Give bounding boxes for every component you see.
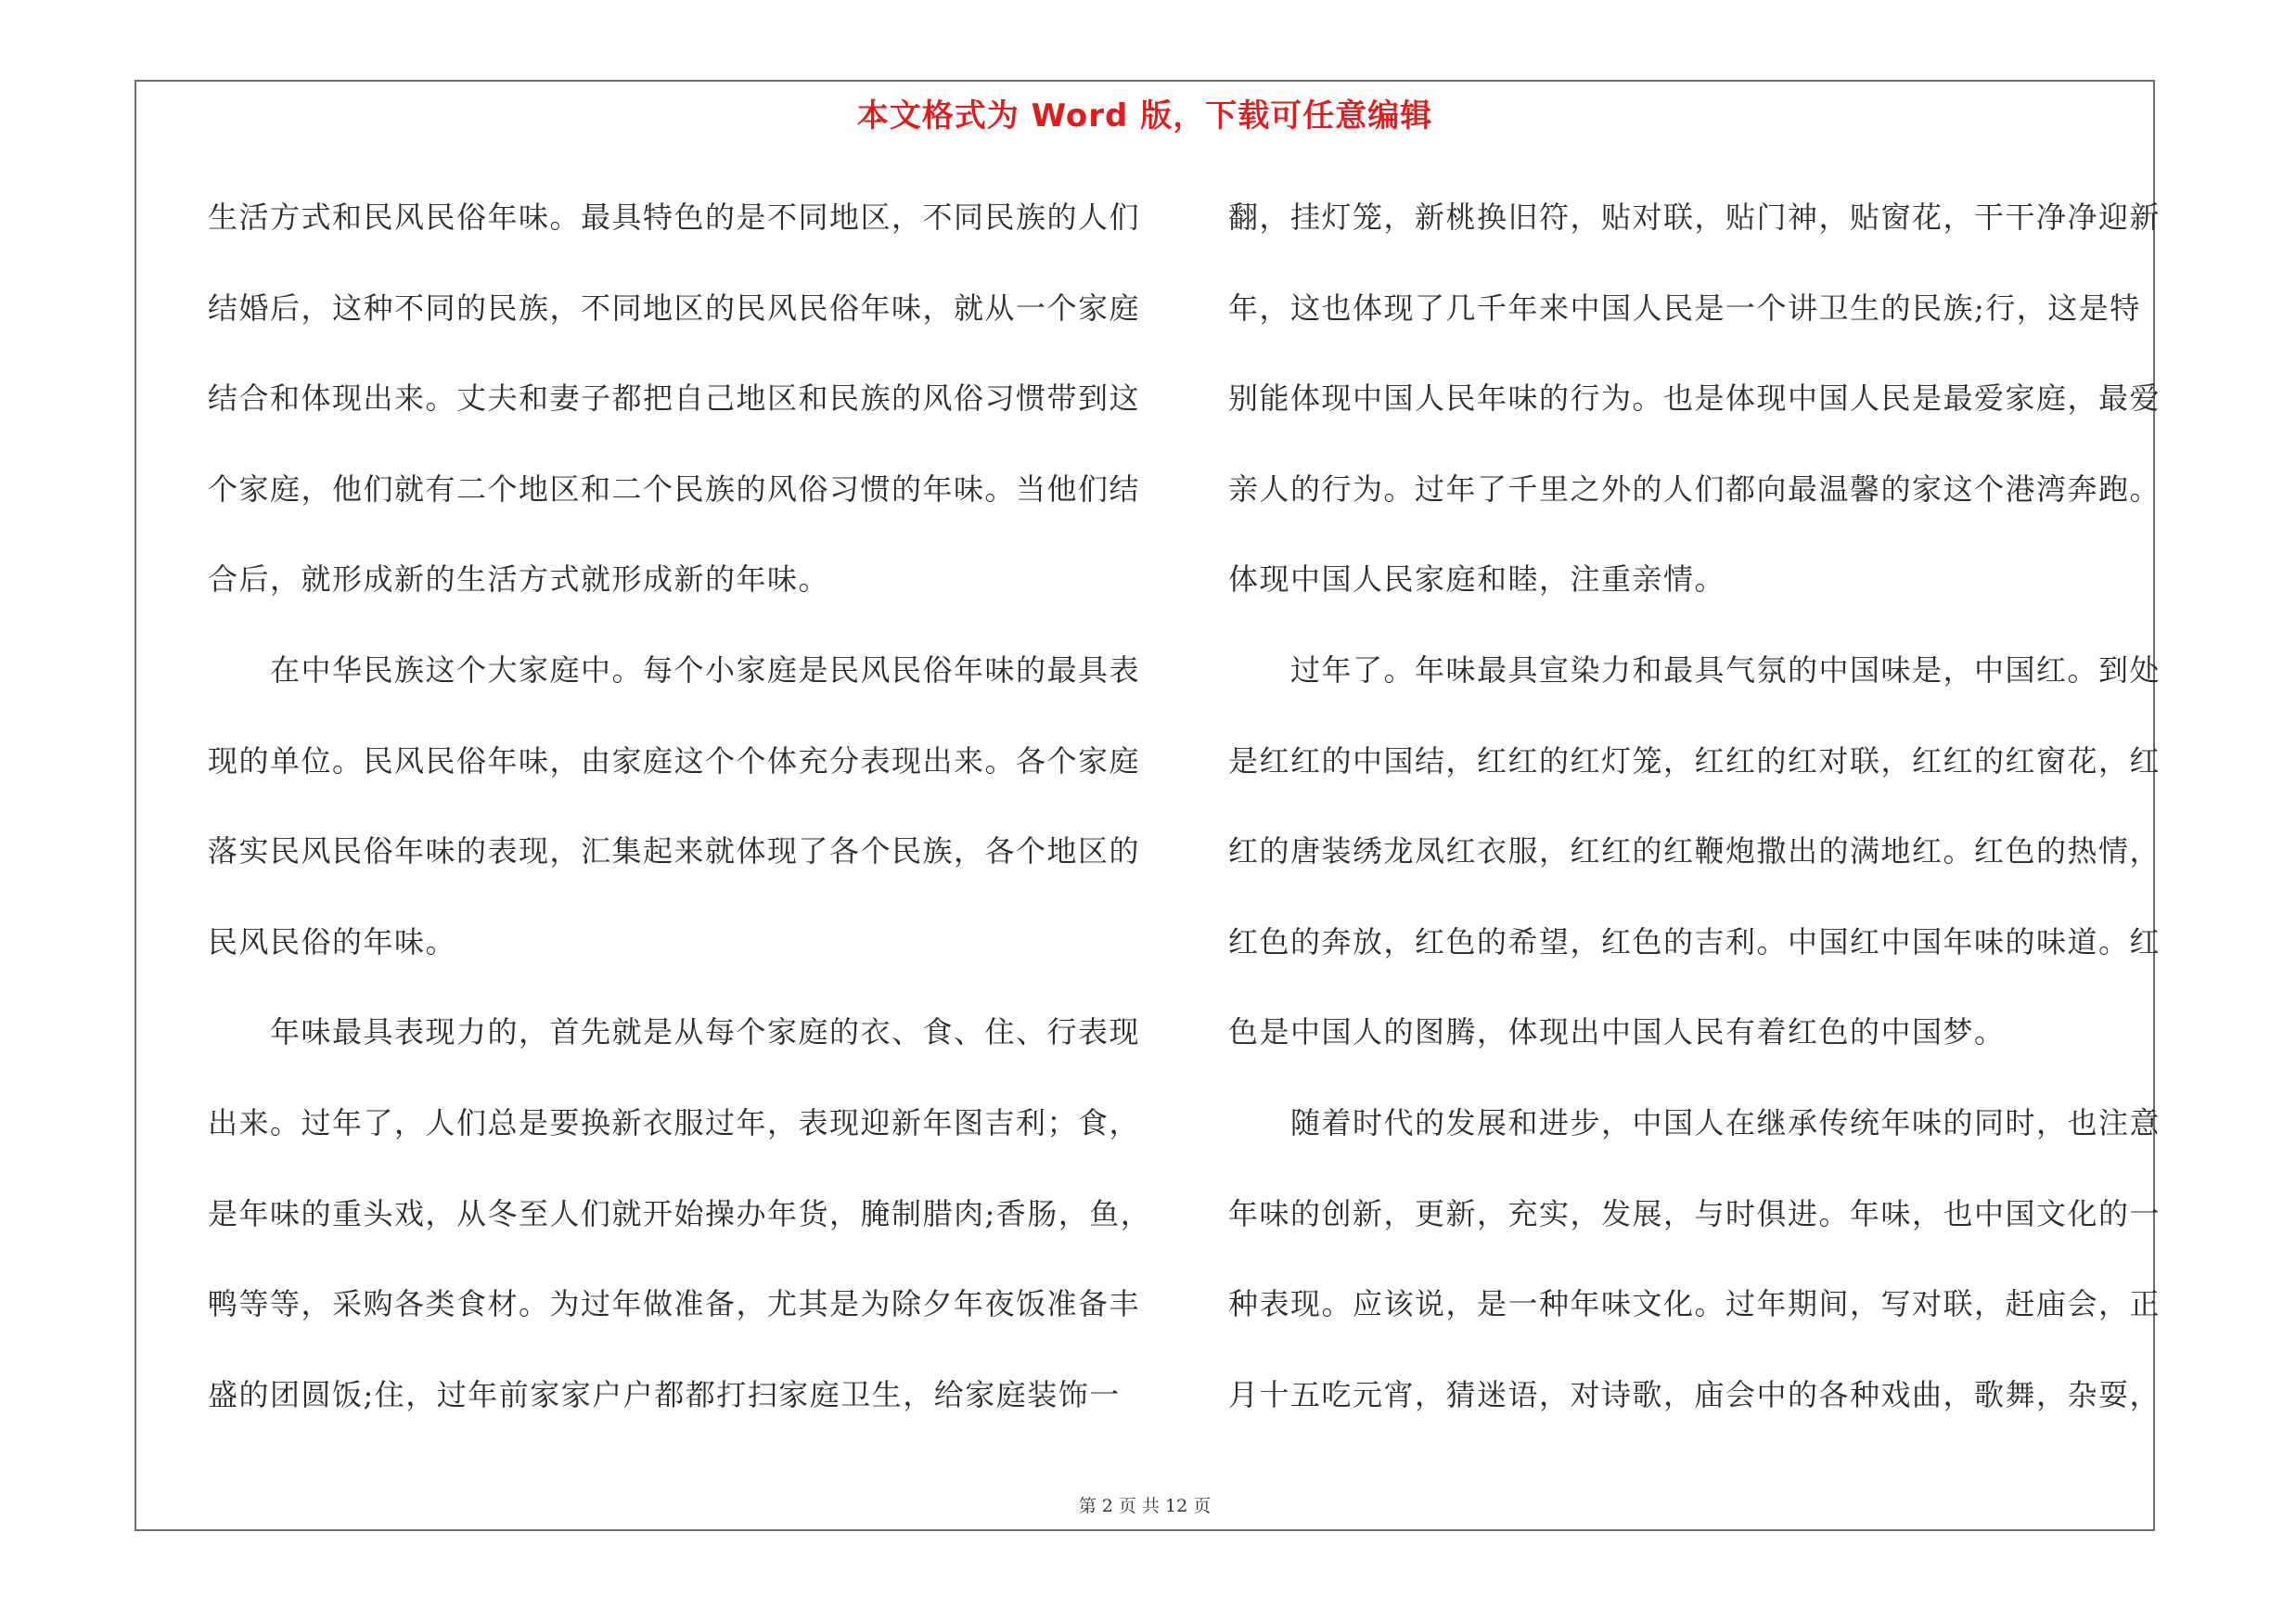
text-line: 随着时代的发展和进步，中国人在继承传统年味的同时，也注意 bbox=[1228, 1104, 2161, 1140]
left-text-column bbox=[208, 173, 1154, 1440]
text-line: 过年了。年味最具宣染力和最具气氛的中国味是，中国红。到处 bbox=[1228, 651, 2161, 688]
right-text-column bbox=[1228, 173, 2174, 1440]
text-line: 是红红的中国结，红红的红灯笼，红红的红对联，红红的红窗花，红 bbox=[1228, 742, 2161, 779]
text-line: 年味的创新，更新，充实，发展，与时俱进。年味，也中国文化的一 bbox=[1228, 1195, 2161, 1231]
page-header-title: 本文格式为 Word 版，下载可任意编辑 bbox=[856, 97, 1433, 135]
text-line: 生活方式和民风民俗年味。最具特色的是不同地区，不同民族的人们 bbox=[208, 200, 1141, 235]
text-line: 红色的奔放，红色的希望，红色的吉利。中国红中国年味的味道。红 bbox=[1228, 923, 2161, 960]
text-line: 结合和体现出来。丈夫和妻子都把自己地区和民族的风俗习惯带到这 bbox=[208, 380, 1141, 417]
text-line: 民风民俗的年味。 bbox=[208, 923, 457, 960]
text-line: 体现中国人民家庭和睦，注重亲情。 bbox=[1228, 561, 1726, 598]
text-line: 别能体现中国人民年味的行为。也是体现中国人民是最爱家庭，最爱 bbox=[1228, 380, 2161, 417]
text-line: 落实民风民俗年味的表现，汇集起来就体现了各个民族，各个地区的 bbox=[208, 833, 1141, 869]
text-line: 鸭等等，采购各类食材。为过年做准备，尤其是为除夕年夜饭准备丰 bbox=[208, 1286, 1141, 1322]
page-number-footer: 第 2 页 共 12 页 bbox=[1078, 1496, 1212, 1516]
text-line: 是年味的重头戏，从冬至人们就开始操办年货，腌制腊肉;香肠，鱼， bbox=[208, 1195, 1152, 1231]
text-line: 盛的团圆饭;住，过年前家家户户都都打扫家庭卫生，给家庭装饰一 bbox=[208, 1376, 1121, 1412]
text-line: 年，这也体现了几千年来中国人民是一个讲卫生的民族;行，这是特 bbox=[1228, 290, 2141, 326]
text-line: 亲人的行为。过年了千里之外的人们都向最温馨的家这个港湾奔跑。 bbox=[1228, 470, 2161, 507]
text-line: 月十五吃元宵，猜迷语，对诗歌，庙会中的各种戏曲，歌舞，杂耍， bbox=[1228, 1376, 2161, 1412]
text-line: 年味最具表现力的，首先就是从每个家庭的衣、食、住、行表现 bbox=[208, 1014, 1141, 1050]
text-line: 合后，就形成新的生活方式就形成新的年味。 bbox=[208, 561, 830, 598]
text-line: 色是中国人的图腾，体现出中国人民有着红色的中国梦。 bbox=[1228, 1014, 2006, 1050]
text-line: 个家庭，他们就有二个地区和二个民族的风俗习惯的年味。当他们结 bbox=[208, 470, 1141, 507]
text-line: 翻，挂灯笼，新桃换旧符，贴对联，贴门神，贴窗花，干干净净迎新 bbox=[1228, 200, 2161, 235]
text-line: 红的唐装绣龙凤红衣服，红红的红鞭炮撒出的满地红。红色的热情， bbox=[1228, 833, 2161, 869]
text-line: 出来。过年了，人们总是要换新衣服过年，表现迎新年图吉利；食， bbox=[208, 1104, 1141, 1140]
text-line: 现的单位。民风民俗年味，由家庭这个个体充分表现出来。各个家庭 bbox=[208, 742, 1141, 779]
text-line: 结婚后，这种不同的民族，不同地区的民风民俗年味，就从一个家庭 bbox=[208, 290, 1141, 326]
text-line: 在中华民族这个大家庭中。每个小家庭是民风民俗年味的最具表 bbox=[208, 651, 1141, 688]
text-line: 种表现。应该说，是一种年味文化。过年期间，写对联，赶庙会，正 bbox=[1228, 1286, 2161, 1322]
page-frame bbox=[135, 80, 2161, 1531]
